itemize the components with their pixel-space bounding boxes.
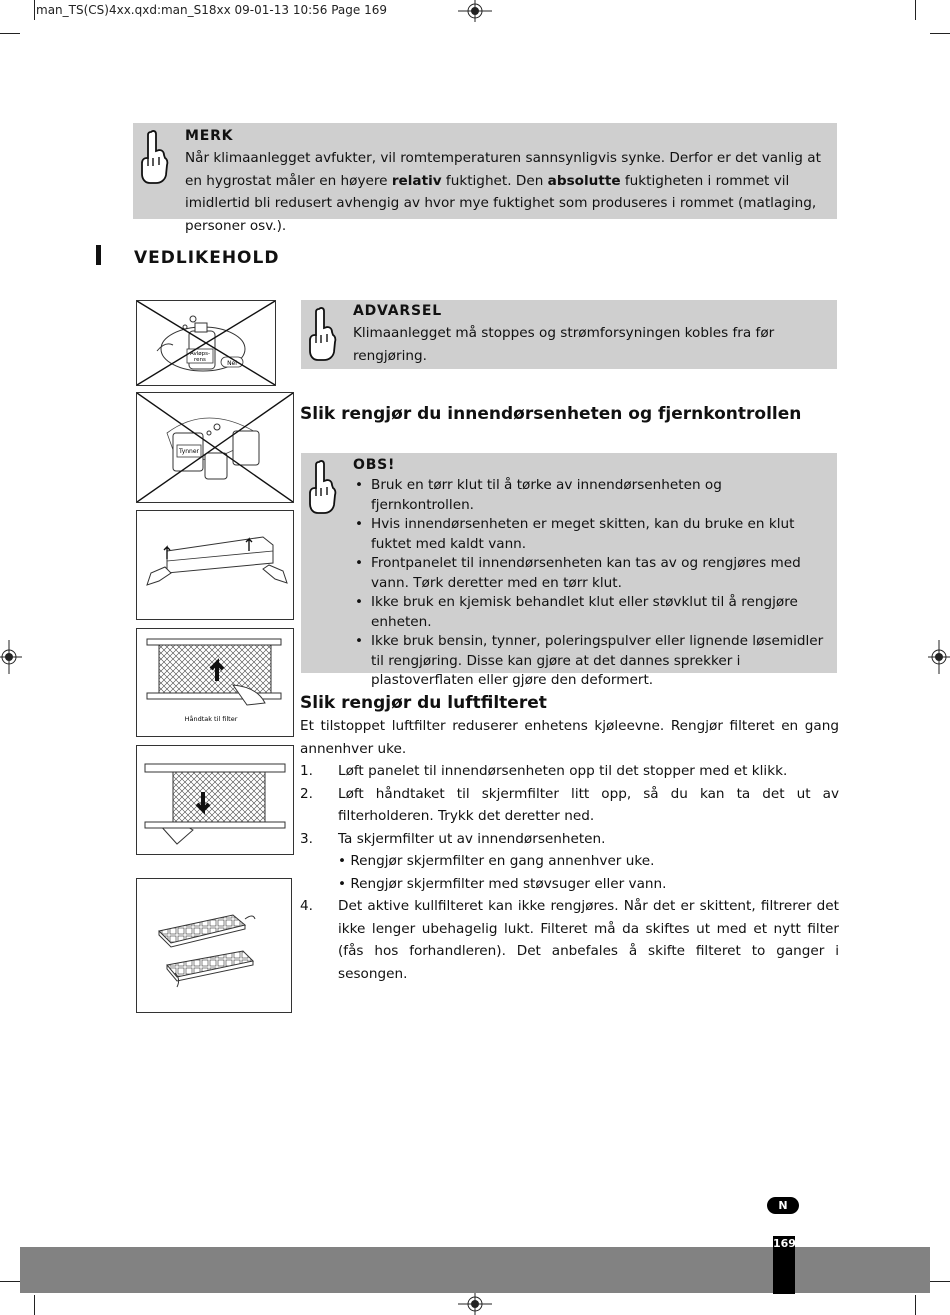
fig1-label-b: rens <box>194 357 206 363</box>
registration-mark-icon <box>928 640 950 674</box>
obs-note <box>301 453 837 688</box>
advarsel-title: ADVARSEL <box>353 303 442 319</box>
crop-mark <box>0 33 20 34</box>
indoor-cleaning-heading: Slik rengjør du innendørsenheten og fjernkontrollen <box>300 404 802 424</box>
list-item: 4. Det aktive kullfilteret kan ikke rengjøres. Når det er skittent, filtrerer det ikke lenger ubehagelig lukt. Filteret må da skiftes ut med et nytt filter (fås hos forhandleren). Det anbefales å skifte filteret to ganger i sesongen. <box>300 898 839 982</box>
section-title: VEDLIKEHOLD <box>134 248 280 268</box>
list-item: • Rengjør skjermfilter en gang annenhver uke. <box>338 853 655 869</box>
list-item: • Ikke bruk bensin, tynner, poleringspulver eller lignende løsemidler til rengjøring. Disse kan gjøre at det dannes sprekker i plastoverflaten eller gjøre den deformert. <box>355 633 824 688</box>
figure-carbon-filter <box>136 878 292 1013</box>
filter-heading: Slik rengjør du luftfilteret <box>300 693 547 713</box>
crop-mark <box>915 1295 916 1315</box>
fig1-label-c: Nei <box>227 360 237 367</box>
list-item: 3. Ta skjermfilter ut av innendørsenheten. <box>300 830 606 847</box>
no-detergent-illustration <box>137 301 275 385</box>
crop-mark <box>930 33 950 34</box>
fig2-label: Tynner <box>178 448 200 455</box>
merk-text: Når klimaanlegget avfukter, vil romtemperaturen sannsynligvis synke. Derfor er det vanlig at en hygrostat måler en høyere relativ fuktighet. Den absolutte fuktigheten i rommet vil imidlertid bli redusert avhengig av hvor mye fuktighet som produseres i rommet (matlaging, personer osv.). <box>185 150 821 234</box>
advarsel-note <box>301 300 837 369</box>
section-marker <box>96 245 101 265</box>
pointing-hand-icon <box>139 129 169 185</box>
pointing-hand-icon <box>307 306 337 362</box>
registration-mark-icon <box>458 0 492 22</box>
list-item: 1. Løft panelet til innendørsenheten opp til det stopper med et klikk. <box>300 763 788 779</box>
figure-filter-handle <box>136 628 294 737</box>
figure-no-thinner <box>136 392 294 503</box>
merk-title: MERK <box>185 128 234 144</box>
merk-note <box>133 123 837 234</box>
no-thinner-illustration <box>137 393 293 502</box>
obs-list <box>353 476 829 691</box>
obs-title: OBS! <box>353 457 396 473</box>
list-item: • Bruk en tørr klut til å tørke av innendørsenheten og fjernkontrollen. <box>355 477 722 513</box>
figure-lift-panel <box>136 510 294 620</box>
print-header: man_TS(CS)4xx.qxd:man_S18xx 09-01-13 10:56 Page 169 <box>36 3 387 17</box>
remove-filter-illustration <box>137 746 293 854</box>
figure-no-cleaner <box>136 300 276 386</box>
advarsel-text: Klimaanlegget må stoppes og strømforsyningen kobles fra før rengjøring. <box>353 325 775 364</box>
carbon-filter-illustration <box>137 879 291 1012</box>
list-item: 2. Løft håndtaket til skjermfilter litt opp, så du kan ta det ut av filterholderen. Trykk det deretter ned. <box>300 785 839 824</box>
list-item: • Ikke bruk en kjemisk behandlet klut eller støvklut til å rengjøre enheten. <box>355 594 798 630</box>
language-badge: N <box>767 1197 799 1214</box>
filter-intro: Et tilstoppet luftfilter reduserer enhetens kjøleevne. Rengjør filteret en gang annenhver uke. <box>300 718 839 757</box>
crop-mark <box>0 1281 20 1282</box>
fig1-label-a: Avløps- <box>190 351 210 357</box>
list-item: • Frontpanelet til innendørsenheten kan tas av og rengjøres med vann. Tørk deretter med en tørr klut. <box>355 555 801 591</box>
registration-mark-icon <box>0 640 22 674</box>
page-number: 169 <box>773 1237 796 1250</box>
list-item: • Hvis innendørsenheten er meget skitten, kan du bruke en klut fuktet med kaldt vann. <box>355 516 795 552</box>
crop-mark <box>34 0 35 20</box>
figure-remove-filter <box>136 745 294 855</box>
lift-panel-illustration <box>137 511 293 619</box>
filter-steps <box>300 760 839 985</box>
registration-mark-icon <box>458 1293 492 1315</box>
fig4-caption: Håndtak til filter <box>184 715 238 723</box>
list-item: • Rengjør skjermfilter med støvsuger eller vann. <box>338 875 667 892</box>
crop-mark <box>34 1295 35 1315</box>
crop-mark <box>915 0 916 20</box>
pointing-hand-icon <box>307 459 337 515</box>
crop-mark <box>930 1281 950 1282</box>
filter-handle-illustration <box>137 629 293 736</box>
